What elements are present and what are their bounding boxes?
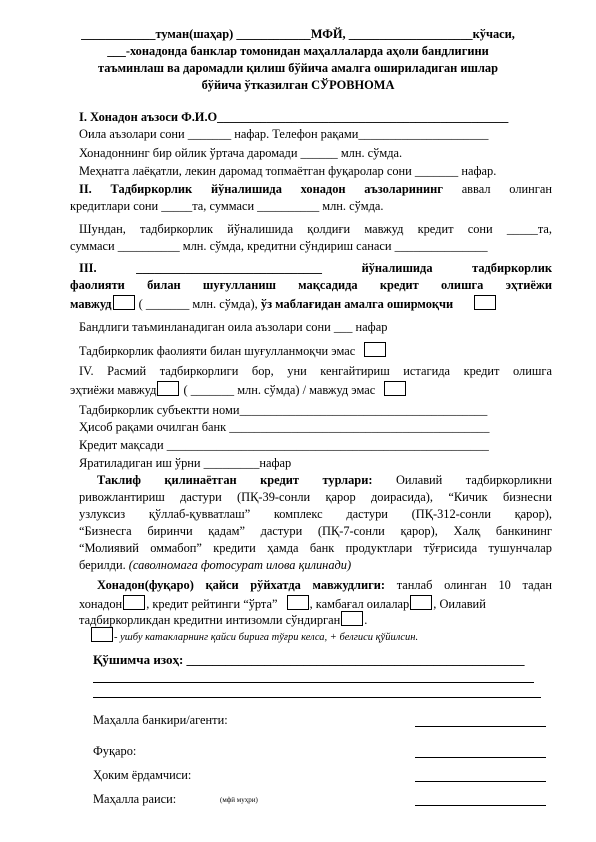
section-2-line-4: суммаси __________ млн. сўмда, кредитни сўндириш санаси _______________ bbox=[70, 239, 488, 253]
header-line-1: ____________туман(шаҳар) ____________МФЙ, ____________________кўчаси, bbox=[81, 27, 515, 41]
header-line-3: таъминлаш ва даромадли қилиш бўйича амалга ошириладиган ишлар bbox=[97, 61, 499, 75]
photo-attachment-note: (саволномага фотосурат илова қилинади) bbox=[128, 558, 352, 572]
bank-account-line: Ҳисоб рақами очилган банк __________________________________________ bbox=[79, 420, 490, 434]
agent-signature-line[interactable] bbox=[415, 725, 546, 727]
no-business-checkbox[interactable] bbox=[364, 342, 386, 357]
repaid-label: тадбиркорликдан кредитни интизомли сўндирган bbox=[79, 613, 341, 627]
section-2-line-3: Шундан, тадбиркорлик йўналишида қолдиғи мавжуд кредит сони _____та, bbox=[79, 222, 552, 236]
family-business-label: , Оилавий bbox=[433, 597, 486, 611]
unemployed-line: Меҳнатга лаёқатли, лекин даромад топмаётган фуқаролар сони _______ нафар. bbox=[79, 164, 497, 178]
instruction-sample-box bbox=[91, 627, 113, 642]
jobs-created-line: Яратиладиган иш ўрни _________нафар bbox=[79, 456, 292, 470]
section-2-line-2: кредитлари сони _____та, суммаси __________ млн. сўмда. bbox=[70, 199, 384, 213]
offer-line-5: “Молиявий оммабоп” кредити ҳамда банк продуктлари тўғрисида тушунчалар bbox=[79, 541, 552, 555]
own-funds-label: ўз маблағидан амалга оширмоқчи bbox=[260, 297, 454, 311]
section-2-line-1 bbox=[79, 182, 552, 197]
employment-line bbox=[79, 320, 387, 335]
list-line-3 bbox=[79, 611, 367, 628]
expansion-need-checkbox[interactable] bbox=[157, 381, 179, 396]
need-exists-checkbox[interactable] bbox=[113, 295, 135, 310]
additional-notes-title: Қўшимча изоҳ: ____________________________________________________ bbox=[93, 652, 525, 667]
household-checkbox[interactable] bbox=[123, 595, 145, 610]
rating-checkbox[interactable] bbox=[287, 595, 309, 610]
section-3-line-2: фаолияти билан шуғулланиш мақсадида кредит олишга эҳтиёжи bbox=[70, 278, 552, 292]
need-exists-label: мавжуд bbox=[70, 297, 112, 311]
offer-line-1 bbox=[97, 473, 552, 488]
section-3-line-1: III. ______________________________ йўналишида тадбиркорлик bbox=[79, 261, 552, 275]
citizen-label: Фуқаро: bbox=[93, 744, 137, 758]
offer-line-2: ривожлантириш дастури (ПҚ-39-сонли қарор доирасида), “Кичик бизнесни bbox=[79, 490, 552, 504]
poor-families-checkbox[interactable] bbox=[410, 595, 432, 610]
poor-families-label: , камбағал оилалар bbox=[309, 597, 410, 611]
notes-line-2[interactable] bbox=[93, 696, 541, 698]
offer-line-3: узлуксиз қўллаб-қувватлаш” комплекс дастури (ПҚ-312-сонли қарор), bbox=[79, 507, 552, 521]
section-2-line-1-rest: аввал олинган bbox=[461, 182, 552, 196]
offer-line-4: “Бизнесга биринчи қадам” дастури (ПҚ-7-сонли қарор), Халқ банкининг bbox=[79, 524, 552, 538]
list-line-1-rest: танлаб олинган 10 тадан bbox=[396, 578, 553, 592]
section-3-line-3 bbox=[70, 295, 497, 312]
expansion-need-label: эҳтиёжи мавжуд bbox=[70, 383, 157, 397]
chairman-label: Маҳалла раиси: bbox=[93, 792, 177, 806]
assistant-label: Ҳоким ёрдамчиси: bbox=[93, 768, 192, 782]
offer-line-6-text: берилди. bbox=[79, 558, 126, 572]
citizen-signature-line[interactable] bbox=[415, 756, 546, 758]
repaid-period: . bbox=[364, 613, 368, 627]
agent-label: Маҳалла банкири/агенти: bbox=[93, 713, 228, 727]
notes-line-1[interactable] bbox=[93, 681, 534, 683]
instruction-text: - ушбу катакларнинг қайси бирига тўғри келса, + белгиси қўйилсин. bbox=[114, 632, 419, 643]
list-line-1 bbox=[97, 578, 552, 593]
rating-label: , кредит рейтинги “ўрта” bbox=[146, 597, 278, 611]
section-4-line-1: IV. Расмий тадбиркорлиги бор, уни кенгайтириш истагида кредит олишга bbox=[79, 364, 552, 378]
assistant-signature-line[interactable] bbox=[415, 780, 546, 782]
header-line-2: ___-хонадонда банклар томонидан маҳаллаларда аҳоли бандлигини bbox=[107, 44, 489, 58]
offer-line-6 bbox=[79, 558, 351, 573]
document-title: бўйича ўтказилган СЎРОВНОМА bbox=[201, 78, 395, 92]
no-business-line bbox=[79, 342, 387, 359]
section-2-number: II. bbox=[79, 182, 92, 196]
offer-title: Таклиф қилинаётган кредит турлари: bbox=[97, 473, 373, 487]
employment-count: ___ нафар bbox=[333, 320, 388, 334]
own-funds-checkbox[interactable] bbox=[474, 295, 496, 310]
section-4-line-2 bbox=[70, 381, 407, 398]
no-need-checkbox[interactable] bbox=[384, 381, 406, 396]
stamp-label: (мфй муҳри) bbox=[220, 796, 258, 804]
repaid-checkbox[interactable] bbox=[341, 611, 363, 626]
credit-purpose-line: Кредит мақсади ____________________________________________________ bbox=[79, 438, 489, 452]
chairman-signature-line[interactable] bbox=[415, 804, 546, 806]
credit-amount-text: ( _______ млн. сўмда), bbox=[138, 297, 258, 311]
list-title: Хонадон(фуқаро) қайси рўйхатда мавжудлиги: bbox=[97, 578, 386, 592]
expansion-amount-text: ( _______ млн. сўмда) / мавжуд эмас bbox=[183, 383, 376, 397]
business-name-line: Тадбиркорлик субъектти номи________________________________________ bbox=[79, 403, 488, 417]
family-members-line: Оила аъзолари сони _______ нафар. Телефон рақами_____________________ bbox=[79, 127, 489, 141]
section-2-title: Тадбиркорлик йўналишида хонадон аъзоларининг bbox=[110, 182, 443, 196]
no-business-label: Тадбиркорлик фаолияти билан шуғулланмоқчи эмас bbox=[79, 344, 356, 358]
household-label: хонадон bbox=[79, 597, 123, 611]
checkbox-instruction bbox=[90, 627, 418, 645]
offer-line-1-rest: Оилавий тадбиркорликни bbox=[395, 473, 552, 487]
section-1-title: I. Хонадон аъзоси Ф.И.О_______________________________________________ bbox=[79, 110, 509, 124]
income-line: Хонадоннинг бир ойлик ўртача даромади ______ млн. сўмда. bbox=[79, 146, 403, 160]
employment-label: Бандлиги таъминланадиган оила аъзолари сони bbox=[79, 320, 331, 334]
list-line-2 bbox=[79, 595, 486, 612]
